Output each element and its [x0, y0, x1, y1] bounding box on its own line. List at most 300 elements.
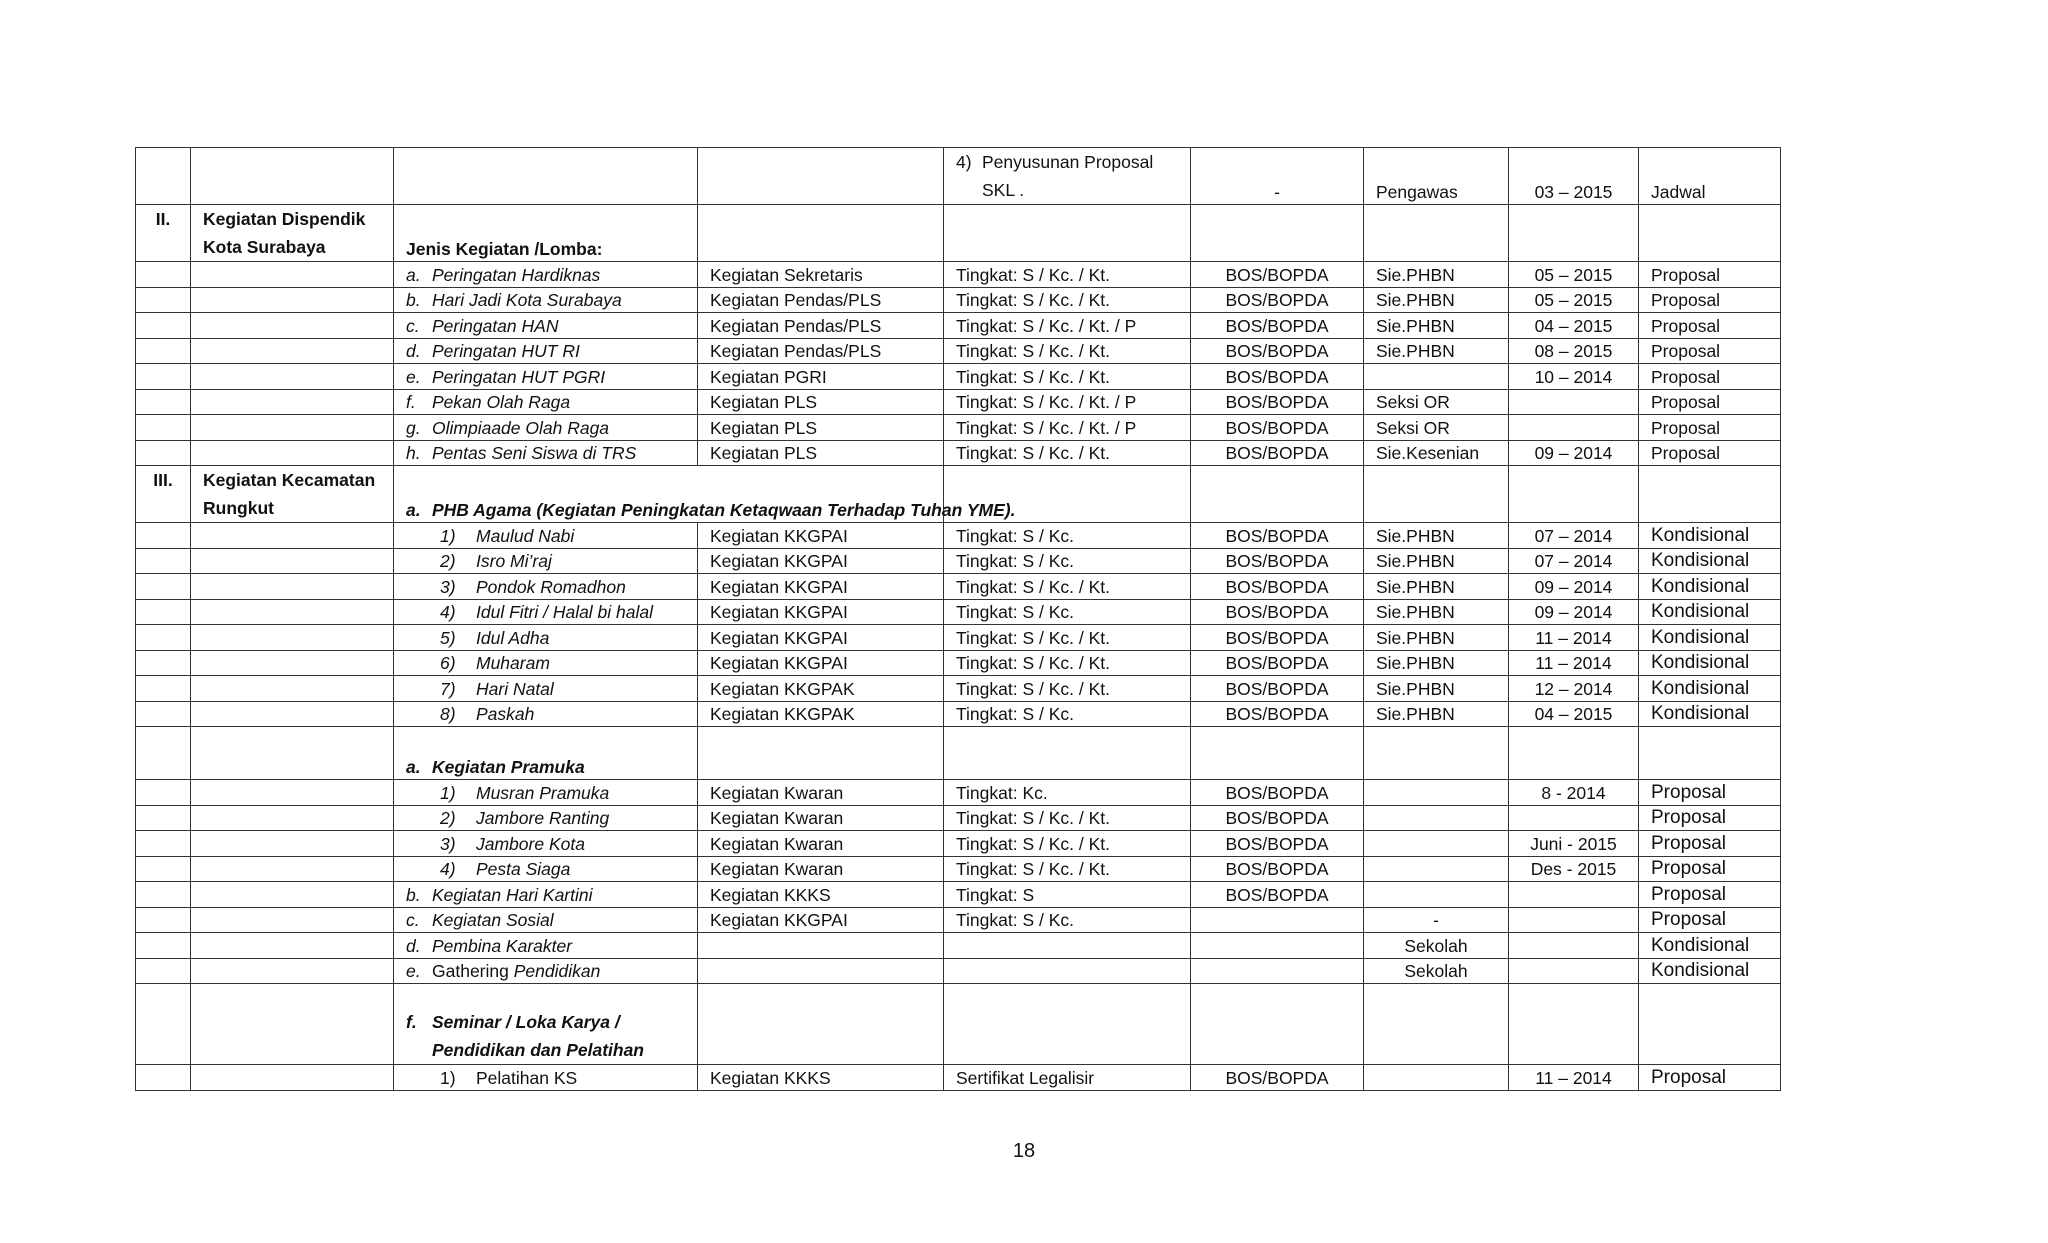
level-cell: Tingkat: S / Kc. [944, 599, 1191, 625]
table-row [136, 389, 1781, 415]
empty-cell [136, 856, 191, 882]
activity-cell [394, 440, 698, 466]
empty-cell [136, 574, 191, 600]
section-title [394, 466, 1016, 523]
empty-cell [1639, 205, 1781, 262]
organizer-cell: Kegiatan KKGPAK [698, 676, 944, 702]
date-cell [1509, 389, 1639, 415]
funding-cell: BOS/BOPDA [1191, 831, 1364, 857]
funding-cell: BOS/BOPDA [1191, 313, 1364, 339]
note-cell: Proposal [1639, 831, 1781, 857]
section-category [191, 205, 394, 262]
empty-cell [136, 415, 191, 441]
funding-cell: BOS/BOPDA [1191, 701, 1364, 727]
activity-name: Kegiatan Sosial [432, 910, 554, 930]
note-cell: Proposal [1639, 389, 1781, 415]
date-cell [1509, 958, 1639, 984]
page-number: 18 [1012, 1140, 1036, 1162]
pj-cell: Sie.PHBN [1364, 574, 1509, 600]
funding-cell: BOS/BOPDA [1191, 574, 1364, 600]
funding-cell: BOS/BOPDA [1191, 1065, 1364, 1091]
pj-cell: Pengawas [1364, 148, 1509, 205]
activity-line [956, 176, 1178, 204]
activity-cell [394, 831, 698, 857]
activity-cell [394, 958, 698, 984]
level-cell [944, 958, 1191, 984]
empty-cell [191, 676, 394, 702]
date-cell: 11 – 2014 [1509, 625, 1639, 651]
activity-name: Peringatan HUT PGRI [432, 366, 606, 387]
level-cell: Tingkat: S / Kc. / Kt. [944, 625, 1191, 651]
level-cell: Tingkat: S / Kc. / Kt. [944, 364, 1191, 390]
date-cell: 05 – 2015 [1509, 287, 1639, 313]
empty-cell [191, 958, 394, 984]
note-cell: Proposal [1639, 882, 1781, 908]
level-cell: Tingkat: S / Kc. / Kt. [944, 805, 1191, 831]
item-label: 4) [440, 602, 456, 622]
empty-cell [136, 364, 191, 390]
empty-cell [698, 984, 944, 1065]
subsection-title-text: Seminar / Loka Karya / [432, 1012, 620, 1032]
organizer-cell: Kegiatan PLS [698, 415, 944, 441]
empty-cell [136, 676, 191, 702]
funding-cell: BOS/BOPDA [1191, 440, 1364, 466]
table-row [136, 625, 1781, 651]
table-row [136, 313, 1781, 339]
empty-cell [698, 205, 944, 262]
empty-cell [136, 548, 191, 574]
organizer-cell: Kegiatan PLS [698, 389, 944, 415]
organizer-cell: Kegiatan KKKS [698, 882, 944, 908]
date-cell: Juni - 2015 [1509, 831, 1639, 857]
empty-cell [191, 548, 394, 574]
level-cell: Tingkat: S / Kc. / Kt. / P [944, 415, 1191, 441]
funding-cell: BOS/BOPDA [1191, 262, 1364, 288]
empty-cell [136, 313, 191, 339]
level-cell: Tingkat: S [944, 882, 1191, 908]
activity-name: Musran Pramuka [476, 782, 610, 803]
funding-cell: BOS/BOPDA [1191, 650, 1364, 676]
empty-cell [191, 984, 394, 1065]
item-label: 4) [440, 859, 456, 879]
date-cell: 05 – 2015 [1509, 262, 1639, 288]
date-cell [1509, 933, 1639, 959]
table-row [136, 1065, 1781, 1091]
level-cell: Tingkat: S / Kc. / Kt. [944, 574, 1191, 600]
table-row [136, 523, 1781, 549]
activity-cell [394, 364, 698, 390]
table-row [136, 287, 1781, 313]
level-cell: Tingkat: S / Kc. [944, 523, 1191, 549]
activity-name: Pekan Olah Raga [432, 392, 571, 412]
item-label: f. [406, 1012, 417, 1032]
empty-cell [394, 148, 698, 205]
activity-name: Gathering Pendidikan [432, 961, 601, 981]
section-title [394, 205, 698, 262]
empty-cell [136, 440, 191, 466]
level-cell: Tingkat: S / Kc. / Kt. [944, 650, 1191, 676]
empty-cell [1509, 466, 1639, 523]
activity-cell [394, 933, 698, 959]
activity-cell [394, 1065, 698, 1091]
empty-cell [191, 1065, 394, 1091]
level-cell: Sertifikat Legalisir [944, 1065, 1191, 1091]
organizer-cell: Kegiatan KKGPAI [698, 599, 944, 625]
category-line: Kegiatan Kecamatan [203, 470, 376, 490]
empty-cell [191, 856, 394, 882]
empty-cell [136, 727, 191, 780]
item-label: a. [406, 500, 421, 520]
item-label: 4) [956, 152, 972, 172]
activity-cell [394, 805, 698, 831]
activity-name: Isro Mi’raj [476, 551, 552, 571]
note-cell: Proposal [1639, 415, 1781, 441]
funding-cell [1191, 907, 1364, 933]
empty-cell [1191, 466, 1364, 523]
activity-name: Olimpiaade Olah Raga [432, 417, 610, 438]
level-cell: Tingkat: S / Kc. [944, 548, 1191, 574]
activity-table [135, 147, 1781, 1091]
section-title-text: PHB Agama (Kegiatan Peningkatan Ketaqwaan Terhadap Tuhan YME). [432, 500, 1016, 520]
organizer-cell: Kegiatan Pendas/PLS [698, 338, 944, 364]
item-label: g. [406, 417, 421, 438]
level-cell: Tingkat: S / Kc. / Kt. [944, 440, 1191, 466]
empty-cell [1639, 466, 1781, 523]
activity-name: Jambore Ranting [476, 808, 610, 828]
date-cell: 10 – 2014 [1509, 364, 1639, 390]
funding-cell: BOS/BOPDA [1191, 287, 1364, 313]
empty-cell [136, 882, 191, 908]
empty-cell [191, 805, 394, 831]
pj-cell: - [1364, 907, 1509, 933]
organizer-cell: Kegiatan Sekretaris [698, 262, 944, 288]
empty-cell [191, 907, 394, 933]
empty-cell [1509, 727, 1639, 780]
activity-cell [394, 389, 698, 415]
empty-cell [136, 805, 191, 831]
date-cell [1509, 415, 1639, 441]
level-cell: Tingkat: Kc. [944, 780, 1191, 806]
activity-name: Idul Adha [476, 627, 550, 648]
empty-cell [191, 625, 394, 651]
item-label: h. [406, 443, 421, 463]
empty-cell [1191, 205, 1364, 262]
empty-cell [191, 148, 394, 205]
table-row [136, 548, 1781, 574]
item-label: 8) [440, 704, 456, 724]
funding-cell: BOS/BOPDA [1191, 882, 1364, 908]
pj-cell [1364, 805, 1509, 831]
empty-cell [1364, 727, 1509, 780]
item-label: f. [406, 392, 416, 412]
activity-name: Pelatihan KS [476, 1067, 578, 1088]
organizer-cell [698, 933, 944, 959]
note-cell: Kondisional [1639, 701, 1781, 727]
activity-name: Hari Jadi Kota Surabaya [432, 290, 622, 310]
date-cell: 04 – 2015 [1509, 313, 1639, 339]
date-cell: Des - 2015 [1509, 856, 1639, 882]
note-cell: Proposal [1639, 364, 1781, 390]
pj-cell: Sie.PHBN [1364, 287, 1509, 313]
activity-name: Jambore Kota [476, 833, 585, 854]
item-label: 3) [440, 576, 456, 597]
table-row [136, 650, 1781, 676]
empty-cell [136, 933, 191, 959]
table-row [136, 205, 1781, 262]
empty-cell [191, 650, 394, 676]
activity-cell [394, 313, 698, 339]
pj-cell [1364, 856, 1509, 882]
pj-cell: Sie.PHBN [1364, 701, 1509, 727]
organizer-cell: Kegiatan KKGPAI [698, 650, 944, 676]
empty-cell [136, 599, 191, 625]
empty-cell [1364, 205, 1509, 262]
category-line: Kegiatan Dispendik [203, 209, 366, 229]
empty-cell [191, 727, 394, 780]
date-cell: 04 – 2015 [1509, 701, 1639, 727]
pj-cell: Sie.PHBN [1364, 262, 1509, 288]
empty-cell [944, 984, 1191, 1065]
pj-cell: Sekolah [1364, 958, 1509, 984]
note-cell: Proposal [1639, 805, 1781, 831]
funding-cell: BOS/BOPDA [1191, 625, 1364, 651]
date-cell [1509, 882, 1639, 908]
empty-cell [191, 882, 394, 908]
level-cell: Tingkat: S / Kc. / Kt. / P [944, 389, 1191, 415]
empty-cell [136, 148, 191, 205]
empty-cell [136, 650, 191, 676]
organizer-cell: Kegiatan KKGPAI [698, 523, 944, 549]
item-label: e. [406, 366, 421, 387]
empty-cell [1509, 984, 1639, 1065]
item-label: b. [406, 884, 421, 905]
empty-cell [944, 205, 1191, 262]
empty-cell [136, 389, 191, 415]
empty-cell [191, 599, 394, 625]
level-cell: Tingkat: S / Kc. / Kt. [944, 338, 1191, 364]
date-cell [1509, 805, 1639, 831]
note-cell: Proposal [1639, 313, 1781, 339]
organizer-cell: Kegiatan KKGPAI [698, 907, 944, 933]
date-cell: 12 – 2014 [1509, 676, 1639, 702]
activity-name: Kegiatan Hari Kartini [432, 884, 593, 905]
activity-name-cont: SKL . [982, 180, 1025, 200]
organizer-cell: Kegiatan PGRI [698, 364, 944, 390]
subsection-title [394, 727, 698, 780]
table-row [136, 262, 1781, 288]
item-label: 2) [440, 808, 456, 828]
funding-cell: BOS/BOPDA [1191, 676, 1364, 702]
item-label: d. [406, 341, 421, 361]
activity-name: Hari Natal [476, 678, 554, 699]
item-label: 2) [440, 551, 456, 571]
date-cell: 11 – 2014 [1509, 1065, 1639, 1091]
empty-cell [1191, 727, 1364, 780]
organizer-cell [698, 958, 944, 984]
table-row [136, 701, 1781, 727]
funding-cell: BOS/BOPDA [1191, 523, 1364, 549]
empty-cell [136, 831, 191, 857]
item-label: b. [406, 290, 421, 310]
activity-name: Pesta Siaga [476, 859, 571, 879]
note-cell: Kondisional [1639, 548, 1781, 574]
empty-cell [136, 780, 191, 806]
funding-cell: BOS/BOPDA [1191, 415, 1364, 441]
activity-cell [394, 338, 698, 364]
subsection-line: Pendidikan dan Pelatihan [432, 1040, 644, 1060]
activity-cell [394, 574, 698, 600]
level-cell: Tingkat: S / Kc. / Kt. [944, 262, 1191, 288]
empty-cell [698, 727, 944, 780]
table-row [136, 440, 1781, 466]
funding-cell: BOS/BOPDA [1191, 599, 1364, 625]
subsection-title-text: Kegiatan Pramuka [432, 757, 585, 777]
note-cell: Kondisional [1639, 523, 1781, 549]
pj-cell [1364, 831, 1509, 857]
note-cell: Kondisional [1639, 933, 1781, 959]
item-label: 6) [440, 653, 456, 673]
activity-name: Maulud Nabi [476, 525, 575, 546]
empty-cell [136, 701, 191, 727]
organizer-cell: Kegiatan KKGPAI [698, 548, 944, 574]
empty-cell [136, 1065, 191, 1091]
pj-cell: Sie.Kesenian [1364, 440, 1509, 466]
date-cell: 07 – 2014 [1509, 523, 1639, 549]
table-row [136, 882, 1781, 908]
level-cell: Tingkat: S / Kc. [944, 907, 1191, 933]
activity-cell [394, 676, 698, 702]
activity-cell [394, 701, 698, 727]
empty-cell [944, 727, 1191, 780]
pj-cell [1364, 364, 1509, 390]
empty-cell [136, 984, 191, 1065]
date-cell: 8 - 2014 [1509, 780, 1639, 806]
activity-cell [394, 882, 698, 908]
organizer-cell: Kegiatan KKGPAK [698, 701, 944, 727]
date-cell: 11 – 2014 [1509, 650, 1639, 676]
empty-cell [191, 364, 394, 390]
empty-cell [136, 287, 191, 313]
funding-cell: BOS/BOPDA [1191, 856, 1364, 882]
organizer-cell: Kegiatan PLS [698, 440, 944, 466]
level-cell: Tingkat: S / Kc. / Kt. [944, 676, 1191, 702]
note-cell: Kondisional [1639, 650, 1781, 676]
activity-cell [394, 287, 698, 313]
level-cell: Tingkat: S / Kc. / Kt. [944, 831, 1191, 857]
table-row [136, 599, 1781, 625]
activity-name: Muharam [476, 653, 550, 673]
item-label: 1) [440, 782, 456, 803]
category-line: Kota Surabaya [203, 237, 326, 257]
empty-cell [191, 313, 394, 339]
pj-cell: Seksi OR [1364, 389, 1509, 415]
organizer-cell: Kegiatan KKGPAI [698, 574, 944, 600]
empty-cell [136, 262, 191, 288]
subsection-title [394, 984, 698, 1065]
empty-cell [1191, 984, 1364, 1065]
pj-cell: Sie.PHBN [1364, 625, 1509, 651]
activity-name: Pondok Romadhon [476, 576, 626, 597]
category-line: Rungkut [203, 498, 274, 518]
subsection-line [406, 1008, 685, 1036]
pj-cell [1364, 1065, 1509, 1091]
empty-cell [1364, 984, 1509, 1065]
funding-cell: BOS/BOPDA [1191, 389, 1364, 415]
empty-cell [191, 389, 394, 415]
section-title-text: Jenis Kegiatan /Lomba: [406, 239, 603, 259]
table-row [136, 148, 1781, 205]
empty-cell [136, 523, 191, 549]
table-row [136, 364, 1781, 390]
level-cell: Tingkat: S / Kc. / Kt. [944, 287, 1191, 313]
organizer-cell: Kegiatan KKKS [698, 1065, 944, 1091]
empty-cell [191, 831, 394, 857]
table-row [136, 338, 1781, 364]
empty-cell [1639, 727, 1781, 780]
organizer-cell: Kegiatan Kwaran [698, 856, 944, 882]
empty-cell [1364, 466, 1509, 523]
empty-cell [1509, 205, 1639, 262]
note-cell: Kondisional [1639, 958, 1781, 984]
pj-cell: Seksi OR [1364, 415, 1509, 441]
section-number: II. [136, 205, 191, 262]
activity-cell [394, 625, 698, 651]
section-number: III. [136, 466, 191, 523]
empty-cell [191, 440, 394, 466]
table-row [136, 831, 1781, 857]
empty-cell [191, 523, 394, 549]
empty-cell [191, 262, 394, 288]
activity-cell [394, 856, 698, 882]
activity-name: Penyusunan Proposal [982, 152, 1154, 172]
date-cell: 09 – 2014 [1509, 574, 1639, 600]
activity-cell [394, 650, 698, 676]
activity-name: Paskah [476, 704, 535, 724]
note-cell: Proposal [1639, 1065, 1781, 1091]
note-cell: Proposal [1639, 907, 1781, 933]
pj-cell: Sie.PHBN [1364, 338, 1509, 364]
level-cell: Tingkat: S / Kc. / Kt. / P [944, 313, 1191, 339]
item-label: e. [406, 961, 421, 981]
activity-cell [394, 415, 698, 441]
empty-cell [191, 415, 394, 441]
pj-cell: Sie.PHBN [1364, 523, 1509, 549]
note-cell: Kondisional [1639, 599, 1781, 625]
empty-cell [191, 574, 394, 600]
date-cell: 07 – 2014 [1509, 548, 1639, 574]
table-row [136, 676, 1781, 702]
item-label: 7) [440, 678, 456, 699]
activity-cell [394, 599, 698, 625]
activity-cell [394, 548, 698, 574]
note-cell: Proposal [1639, 287, 1781, 313]
pj-cell: Sie.PHBN [1364, 599, 1509, 625]
empty-cell [191, 933, 394, 959]
pj-cell: Sie.PHBN [1364, 313, 1509, 339]
level-cell: Tingkat: S / Kc. [944, 701, 1191, 727]
activity-name: Peringatan HAN [432, 315, 559, 336]
activity-cell [394, 907, 698, 933]
table-row [136, 805, 1781, 831]
empty-cell [136, 625, 191, 651]
empty-cell [191, 780, 394, 806]
activity-cell [394, 262, 698, 288]
item-label: a. [406, 264, 421, 285]
level-cell: Tingkat: S / Kc. / Kt. [944, 856, 1191, 882]
item-label: 3) [440, 833, 456, 854]
section-category [191, 466, 394, 523]
table-row [136, 780, 1781, 806]
